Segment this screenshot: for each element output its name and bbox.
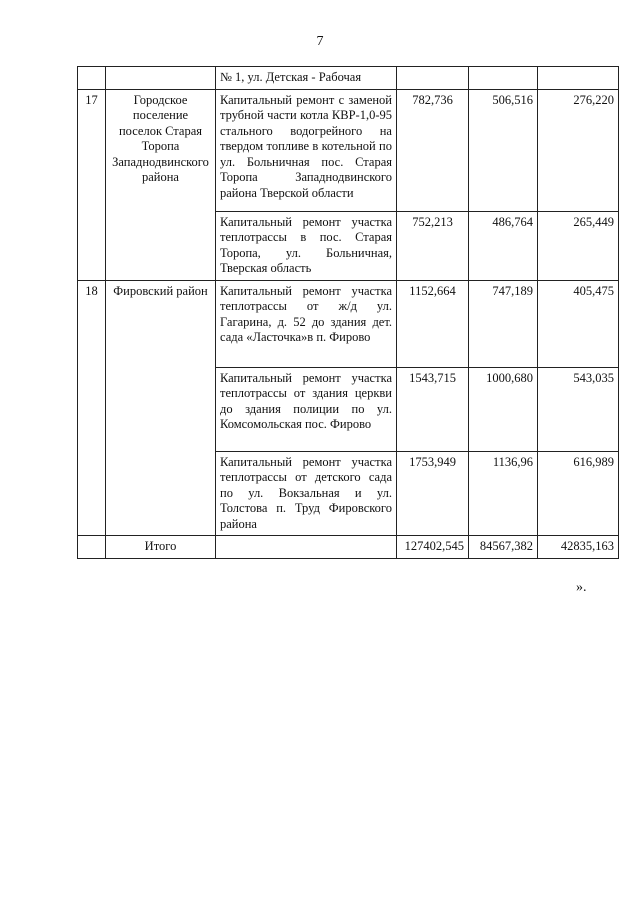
municipality-name: Городское поселение поселок Старая Торопа Западнодвинского района (106, 89, 216, 280)
budget-share: 276,220 (538, 89, 619, 211)
total-cost: 1543,715 (397, 367, 469, 451)
row-number: 17 (78, 89, 106, 280)
fund-share-sum: 84567,382 (469, 536, 538, 559)
total-cost: 1152,664 (397, 280, 469, 367)
empty-cell (397, 67, 469, 90)
empty-cell (78, 67, 106, 90)
row-number: 18 (78, 280, 106, 536)
table-row (78, 280, 619, 367)
empty-cell (216, 536, 397, 559)
budget-share: 265,449 (538, 211, 619, 280)
total-cost: 1753,949 (397, 451, 469, 536)
fund-share: 506,516 (469, 89, 538, 211)
row-description: № 1, ул. Детская - Рабочая (216, 67, 397, 90)
work-description: Капитальный ремонт с заменой трубной части котла КВР-1,0-95 стального водогрейного на твердом топливе в котельной по ул. Больничная пос. Старая Торопа Западнодвинского района Тверской области (216, 89, 397, 211)
closing-quote: ». (576, 580, 587, 595)
continuation-row (78, 67, 619, 90)
total-row (78, 536, 619, 559)
work-description: Капитальный ремонт участка теплотрассы в пос. Старая Торопа, ул. Больничная, Тверская область (216, 211, 397, 280)
total-cost: 782,736 (397, 89, 469, 211)
fund-share: 747,189 (469, 280, 538, 367)
total-label: Итого (106, 536, 216, 559)
empty-cell (106, 67, 216, 90)
funding-table (77, 66, 619, 559)
empty-cell (78, 536, 106, 559)
fund-share: 1000,680 (469, 367, 538, 451)
budget-share: 616,989 (538, 451, 619, 536)
budget-share-sum: 42835,163 (538, 536, 619, 559)
total-cost: 752,213 (397, 211, 469, 280)
fund-share: 1136,96 (469, 451, 538, 536)
budget-share: 405,475 (538, 280, 619, 367)
fund-share: 486,764 (469, 211, 538, 280)
empty-cell (469, 67, 538, 90)
total-cost-sum: 127402,545 (397, 536, 469, 559)
empty-cell (538, 67, 619, 90)
table-row (78, 89, 619, 211)
work-description: Капитальный ремонт участка теплотрассы от детского сада по ул. Вокзальная и ул. Толстова п. Труд Фировского района (216, 451, 397, 536)
page-number: 7 (316, 34, 324, 49)
work-description: Капитальный ремонт участка теплотрассы от ж/д ул. Гагарина, д. 52 до здания дет. сада «Ласточка»в п. Фирово (216, 280, 397, 367)
budget-share: 543,035 (538, 367, 619, 451)
municipality-name: Фировский район (106, 280, 216, 536)
work-description: Капитальный ремонт участка теплотрассы от здания церкви до здания полиции по ул. Комсомольская пос. Фирово (216, 367, 397, 451)
